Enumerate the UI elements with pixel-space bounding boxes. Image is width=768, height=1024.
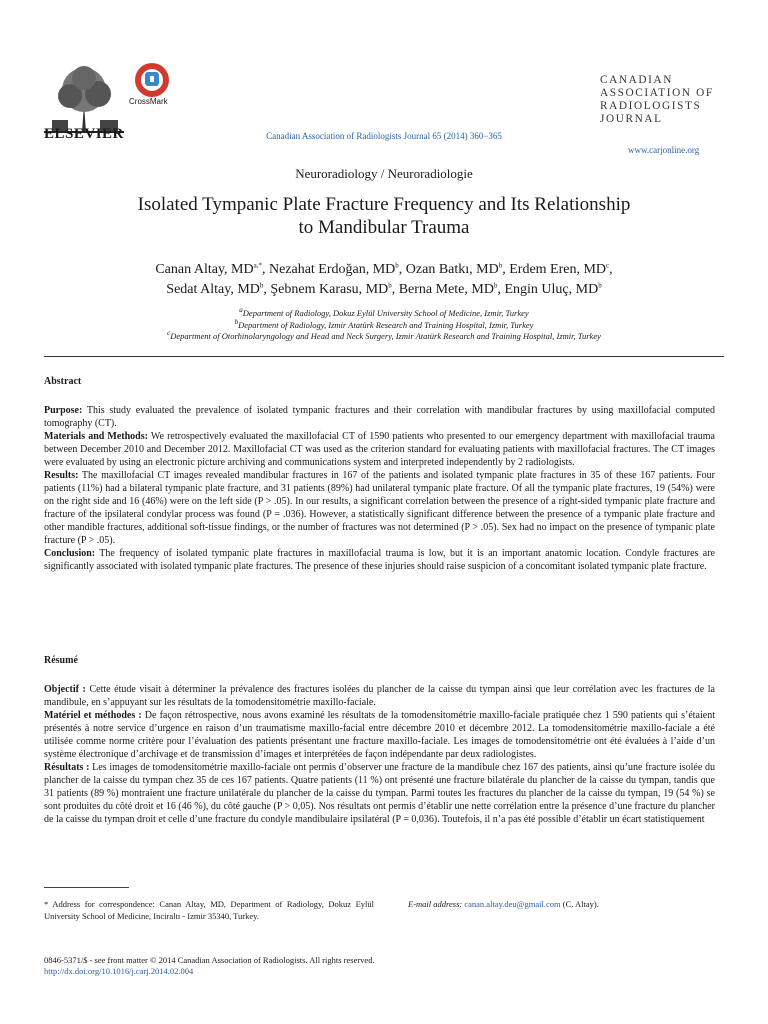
author-affil-sup[interactable]: b: [493, 281, 498, 290]
resume-objectif: [44, 683, 715, 709]
affiliation-text: Department of Otorhinolaryngology and Head and Neck Surgery, Izmir Atatürk Research and Training Hospital, Izmir, Turkey: [170, 331, 601, 341]
affiliation: [60, 317, 708, 332]
section-label: Neuroradiology / Neuroradiologie: [295, 166, 473, 181]
resultats-label: Résultats :: [44, 762, 90, 773]
journal-name-line: CANADIAN: [600, 74, 674, 86]
author-name: Canan Altay, MD: [155, 262, 254, 277]
abstract-purpose: [44, 404, 715, 430]
resume-body: [44, 683, 715, 826]
author-name: Şebnem Karasu, MD: [270, 282, 389, 297]
author-affil-sup[interactable]: c: [606, 261, 610, 270]
abstract-conclusion: [44, 547, 715, 573]
objectif-text: Cette étude visait à déterminer la prévalence des fractures isolées du plancher de la caisse du tympan ainsi que leur corrélation avec les fractures de la mandibule, en s’appuyant sur les résultats de la tomodensitométrie maxillo-faciale.: [44, 684, 715, 708]
conclusion-text: The frequency of isolated tympanic plate fractures in maxillofacial trauma is low, but it is an important anatomic location. Condyle fractures are significantly associated with isolated tympanic plate fractures. The presence of these injuries should raise suspicion of a concomitant isolated tympanic plate fracture.: [44, 548, 715, 572]
author-affil-sup[interactable]: b: [498, 261, 503, 270]
journal-citation[interactable]: Canadian Association of Radiologists Journal 65 (2014) 360−365: [266, 131, 502, 141]
journal-name-line: ASSOCIATION OF: [600, 87, 714, 99]
article-title: [60, 193, 708, 239]
author-name: Erdem Eren, MD: [509, 262, 607, 277]
author-name: Sedat Altay, MD: [166, 282, 260, 297]
affiliation-text: Department of Radiology, Dokuz Eylül University School of Medicine, Izmir, Turkey: [242, 308, 529, 318]
crossmark-label: CrossMark: [129, 97, 168, 106]
affiliation: [60, 308, 708, 320]
objectif-label: Objectif :: [44, 684, 86, 695]
author-affil-sup[interactable]: b: [395, 261, 399, 270]
results-label: Results:: [44, 470, 79, 481]
author-name: Engin Uluç, MD: [504, 282, 599, 297]
methodes-text: De façon rétrospective, nous avons examiné les résultats de la tomodensitométrie maxillo-faciale pratiquée chez 1 590 patients qui s’étaient présentés à notre service d’urgence en raison d’un traumatisme maxillo-facial entre décembre 2010 et décembre 2012. La tomodensitométrie maxillo-faciale a été utilisée comme norme critère pour l’évaluation des patients présentant une fracture maxillo-faciale. Les images de tomodensitométrie ont été évaluées à l’aide d’un système électronique d’archivage et de transmission d’images et interprétées de façon indépendante par deux radiologistes.: [44, 710, 715, 760]
publisher-name: ELSEVIER: [44, 126, 124, 142]
affiliation-sup: c: [167, 329, 171, 338]
affiliation-text: Department of Radiology, Izmir Atatürk Research and Training Hospital, Izmir, Turkey: [238, 319, 534, 330]
affiliation-sup: b: [234, 317, 239, 326]
purpose-text: This study evaluated the prevalence of isolated tympanic fractures and their correlation with mandibular fractures by using maxillofacial computed tomography (CT).: [44, 405, 715, 429]
author-affil-sup[interactable]: a,*: [253, 261, 262, 270]
author-line: Sedat Altay, $MD^b$, Şebnem Karasu, $MD^b$, Berna Mete, $MD^b$, Engin Uluç, $MD^b$: [166, 281, 602, 297]
email-footnote: [408, 898, 599, 910]
methods-text: We retrospectively evaluated the maxillofacial CT of 1590 patients who presented to our emergency department with maxillofacial trauma between December 2010 and December 2012. Maxillofacial CT was used as the criterion standard for evaluating patients with maxillofacial fractures. The CT images were evaluated by using an electronic picture archiving and communications system and interpreted independently by 2 radiologists.: [44, 431, 715, 468]
resume-methodes: [44, 709, 715, 761]
divider: [44, 356, 724, 357]
journal-name-line: RADIOLOGISTS: [600, 100, 702, 112]
conclusion-label: Conclusion:: [44, 548, 96, 559]
methodes-label: Matériel et méthodes :: [44, 710, 142, 721]
email-label: E-mail address:: [408, 899, 463, 909]
methods-label: Materials and Methods:: [44, 431, 148, 442]
resultats-text: Les images de tomodensitométrie maxillo-faciale ont permis d’observer une fracture de la mandibule chez 167 des patients, ainsi qu’une fracture isolée du plancher de la caisse du tympan chez 35 de ces 167 patients. Quatre patients (11 %) ont présenté une fracture bilatérale du plancher de la caisse du tympan, tandis que 31 patients (89 %) montraient une fracture unilatérale du plancher de la caisse du tympan. Parmi toutes les fractures du plancher de la caisse du tympan, 19 (54 %) se sont produites du côté droit et 16 (46 %), du côté gauche (P > 0,05). Nos résultats ont permis d’établir une nette corrélation entre la présence d’une fracture du plancher de la caisse du tympan droit et celle d’une fracture du condyle mandibulaire ipsilatéral (P = 0,036). Toutefois, il n’a pas été possible d’établir un écart statistiquement: [44, 762, 716, 825]
email-link[interactable]: canan.altay.deu@gmail.com: [464, 899, 561, 909]
author-name: Berna Mete, MD: [398, 282, 494, 297]
title-line: Isolated Tympanic Plate Fracture Frequency and Its Relationship: [137, 194, 631, 215]
author-line: Canan Altay, $MD^{a,*}$, Nezahat Erdoğan, $MD^b$, Ozan Batkı, $MD^b$, Erdem Eren, $MD^c$,: [155, 261, 613, 277]
abstract-methods: [44, 430, 715, 469]
journal-url-link[interactable]: www.carjonline.org: [628, 145, 700, 155]
affiliations: [60, 308, 708, 343]
journal-name-line: JOURNAL: [600, 113, 663, 125]
resume-resultats: [44, 761, 715, 826]
abstract-results: [44, 469, 715, 547]
author-affil-sup[interactable]: b: [259, 281, 264, 290]
author-affil-sup[interactable]: b: [598, 281, 602, 290]
abstract-body: [44, 404, 715, 573]
author-affil-sup[interactable]: b: [388, 281, 392, 290]
results-text: The maxillofacial CT images revealed mandibular fractures in 167 of the patients and isolated tympanic plate fractures in 35 of these 167 patients. Four patients (11%) had a bilateral tympanic plate fracture, and 31 patients (89%) had unilateral tympanic plate fracture. Of all the tympanic plate fractures, 19 (54%) were on the right side and 16 (46%) were on the left side (P > .05). In our results, a significant correlation between the presence of a right-sided tympanic plate fracture and fracture of the ipsilateral condylar process was found (P = .036). However, a statistically significant difference between the presence of a tympanic plate fracture and other mandible fractures, additional soft-tissue findings, or the number of fractures was not determined (P > .05). Sex had no impact on the presence of tympanic plate fracture (P > .05).: [44, 470, 715, 546]
journal-name-block: [600, 74, 714, 126]
affiliation-sup: a: [239, 306, 243, 315]
footnote-divider: [44, 887, 129, 888]
email-owner: (C. Altay).: [560, 899, 599, 909]
purpose-label: Purpose:: [44, 405, 83, 416]
doi-link[interactable]: http://dx.doi.org/10.1016/j.carj.2014.02.004: [44, 966, 194, 976]
correspondence-footnote: * Address for correspondence: Canan Altay, MD, Department of Radiology, Dokuz Eylül University School of Medicine, Inciraltı - Izmir 35340, Turkey.: [44, 899, 374, 921]
author-list: [60, 260, 708, 300]
copyright-line: 0846-5371/$ - see front matter © 2014 Canadian Association of Radiologists. All rights reserved.: [44, 955, 375, 965]
abstract-heading: Abstract: [44, 376, 82, 387]
affiliation: [60, 331, 708, 343]
title-line: to Mandibular Trauma: [298, 217, 470, 238]
author-name: Nezahat Erdoğan, MD: [268, 262, 396, 277]
author-name: Ozan Batkı, MD: [405, 262, 499, 277]
crossmark-icon[interactable]: [130, 62, 174, 98]
resume-heading: Résumé: [44, 655, 78, 666]
